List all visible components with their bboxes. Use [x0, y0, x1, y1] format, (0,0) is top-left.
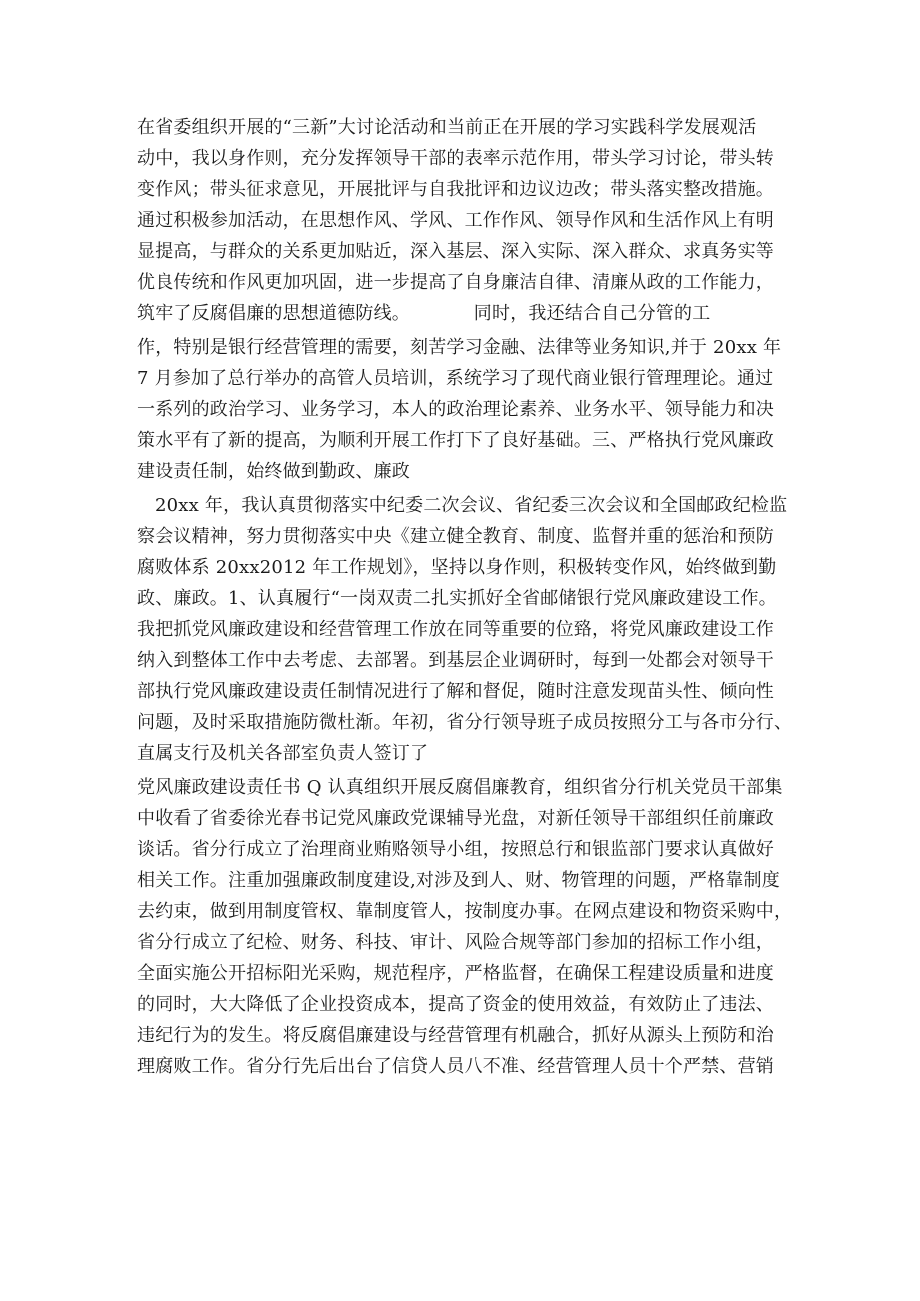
text-line: 我把抓党风廉政建设和经营管理工作放在同等重要的位臵，将党风廉政建设工作: [137, 619, 774, 640]
text-line: 显提高，与群众的关系更加贴近，深入基层、深入实际、深入群众、求真务实等: [137, 241, 774, 262]
text-line: 理腐败工作。省分行先后出台了信贷人员八不准、经营管理人员十个严禁、营销: [137, 1056, 774, 1077]
text-line: 省分行成立了纪检、财务、科技、审计、风险合规等部门参加的招标工作小组，: [137, 932, 774, 953]
text-line: 问题，及时采取措施防微杜渐。年初，省分行领导班子成员按照分工与各市分行、: [137, 712, 793, 733]
text-line: 一系列的政治学习、业务学习，本人的政治理论素养、业务水平、领导能力和决: [137, 399, 774, 420]
text-line: 政、廉政。1、认真履行“一岗双责二扎实抓好全省邮储银行党风廉政建设工作。: [137, 588, 777, 609]
text-line: 建设责任制，始终做到勤政、廉政: [137, 461, 410, 482]
text-line: 纳入到整体工作中去考虑、去部署。到基层企业调研时，每到一处都会对领导干: [137, 650, 774, 671]
text-line: 腐败体系 20xx2012 年工作规划》，坚持以身作则，积极转变作风，始终做到勤: [137, 557, 777, 578]
text-line: 作，特别是银行经营管理的需要，刻苦学习金融、法律等业务知识,并于 20xx 年: [137, 337, 782, 358]
text-line: 察会议精神，努力贯彻落实中央《建立健全教育、制度、监督并重的惩治和预防: [137, 526, 774, 547]
text-line: 优良传统和作风更加巩固，进一步提高了自身廉洁自律、清廉从政的工作能力，: [137, 272, 774, 293]
text-line: 部执行党风廉政建设责任制情况进行了解和督促，随时注意发现苗头性、倾向性: [137, 681, 774, 702]
text-line: 相关工作。注重加强廉政制度建设,对涉及到人、财、物管理的问题，严格靠制度: [137, 870, 780, 891]
text-line: 去约束，做到用制度管权、靠制度管人，按制度办事。在网点建设和物资采购中，: [137, 901, 793, 922]
text-line: 全面实施公开招标阳光采购，规范程序，严格监督，在确保工程建设质量和进度: [137, 963, 774, 984]
text-line: 动中，我以身作则，充分发挥领导干部的表率示范作用，带头学习讨论，带头转: [137, 148, 774, 169]
text-line: 筑牢了反腐倡廉的思想道德防线。 同时，我还结合自己分管的工: [137, 303, 711, 324]
text-line: 变作风；带头征求意见，开展批评与自我批评和边议边改；带头落实整改措施。: [137, 179, 774, 200]
text-line: 通过积极参加活动，在思想作风、学风、工作作风、领导作风和生活作风上有明: [137, 210, 774, 231]
text-line: 在省委组织开展的“三新”大讨论活动和当前正在开展的学习实践科学发展观活: [137, 117, 757, 138]
text-line: 7 月参加了总行举办的高管人员培训，系统学习了现代商业银行管理理论。通过: [137, 368, 774, 389]
text-line: 直属支行及机关各部室负责人签订了: [137, 743, 429, 764]
text-line: 谈话。省分行成立了治理商业贿赂领导小组，按照总行和银监部门要求认真做好: [137, 839, 774, 860]
text-line: 违纪行为的发生。将反腐倡廉建设与经营管理有机融合，抓好从源头上预防和治: [137, 1025, 774, 1046]
text-line: 中收看了省委徐光春书记党风廉政党课辅导光盘，对新任领导干部组织任前廉政: [137, 808, 774, 829]
text-line: 策水平有了新的提高，为顺利开展工作打下了良好基础。三、严格执行党风廉政: [137, 430, 774, 451]
text-line: 的同时，大大降低了企业投资成本，提高了资金的使用效益，有效防止了违法、: [137, 994, 774, 1015]
text-line: 党风廉政建设责任书 Q 认真组织开展反腐倡廉教育，组织省分行机关党员干部集: [137, 777, 783, 798]
text-line: 20xx 年，我认真贯彻落实中纪委二次会议、省纪委三次会议和全国邮政纪检监: [155, 495, 788, 516]
